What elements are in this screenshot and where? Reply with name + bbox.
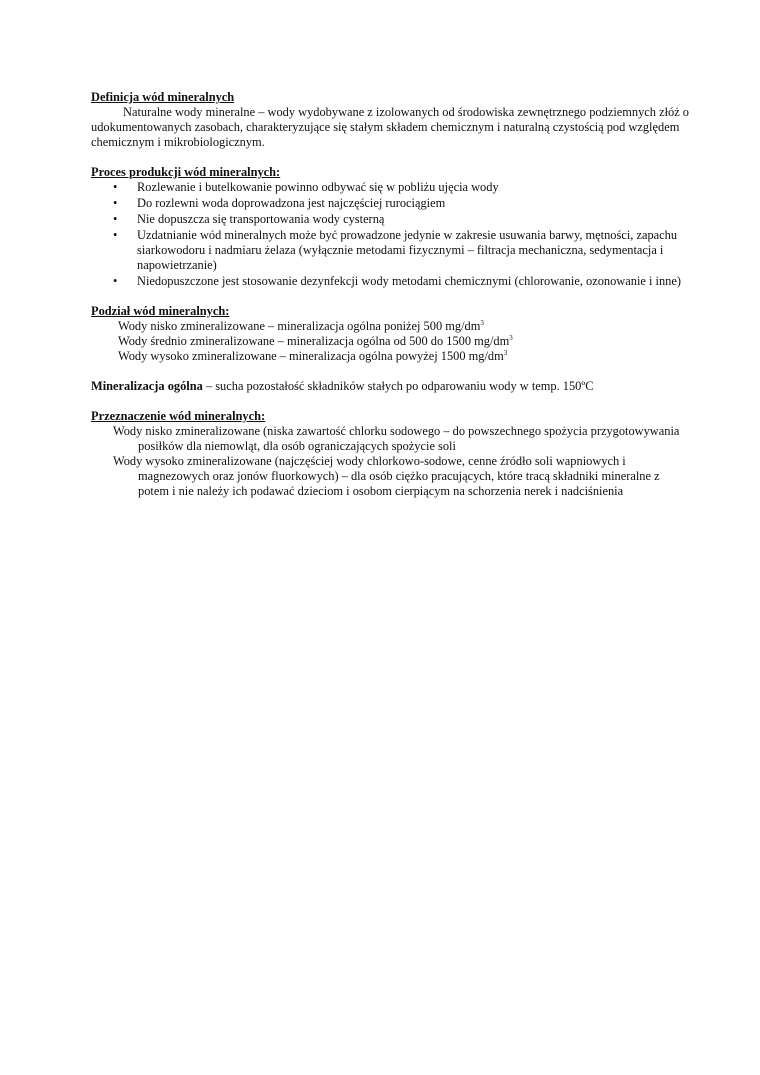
mineralization-text: – sucha pozostałość składników stałych po odparowaniu wody w temp. 150ºC <box>202 379 594 393</box>
bullet-icon: • <box>113 180 118 194</box>
division-item-text: Wody nisko zmineralizowane – mineralizacja ogólna poniżej 500 mg/dm <box>118 319 481 333</box>
definition-heading: Definicja wód mineralnych <box>91 90 235 104</box>
list-item-text: Rozlewanie i butelkowanie powinno odbywać się w pobliżu ujęcia wody <box>137 180 499 194</box>
bullet-icon: • <box>113 228 118 242</box>
production-section <box>91 165 691 289</box>
division-item <box>91 349 691 364</box>
division-section <box>91 304 691 364</box>
purpose-item: Wody nisko zmineralizowane (niska zawartość chlorku sodowego – do powszechnego spożycia przygotowywania posiłków dla niemowląt, dla osób ograniczających spożycie soli <box>113 424 680 453</box>
definition-text: Naturalne wody mineralne – wody wydobywane z izolowanych od środowiska zewnętrznego podziemnych złóż o udokumentowanych zasobach, charakteryzujące się stałym składem chemicznym i naturalną czystością pod względem chemicznym i mikrobiologicznym. <box>91 105 690 149</box>
production-list <box>91 180 691 289</box>
purpose-section <box>91 409 691 499</box>
mineralization-definition <box>91 379 691 394</box>
list-item-text: Do rozlewni woda doprowadzona jest najczęściej rurociągiem <box>137 196 446 210</box>
list-item <box>91 274 691 289</box>
purpose-heading: Przeznaczenie wód mineralnych: <box>91 409 266 423</box>
bullet-icon: • <box>113 274 118 288</box>
list-item <box>91 228 691 273</box>
list-item-text: Niedopuszczone jest stosowanie dezynfekcji wody metodami chemicznymi (chlorowanie, ozonowanie i inne) <box>137 274 681 288</box>
purpose-item: Wody wysoko zmineralizowane (najczęściej wody chlorkowo-sodowe, cenne źródło soli wapniowych i magnezowych oraz jonów fluorkowych) – dla osób ciężko pracujących, które tracą składniki mineralne z potem i nie należy ich podawać dzieciom i osobom cierpiącym na schorzenia nerek i nadciśnienia <box>113 454 660 498</box>
document-page <box>91 90 691 514</box>
mineralization-term: Mineralizacja ogólna <box>91 379 203 393</box>
division-item <box>91 334 691 349</box>
bullet-icon: • <box>113 196 118 210</box>
unit-superscript: 3 <box>503 349 508 357</box>
list-item-text: Nie dopuszcza się transportowania wody cysterną <box>137 212 385 226</box>
list-item <box>91 196 691 211</box>
unit-superscript: 3 <box>480 319 484 327</box>
definition-section <box>91 90 691 150</box>
list-item <box>91 180 691 195</box>
division-item <box>91 319 691 334</box>
bullet-icon: • <box>113 212 118 226</box>
list-item <box>91 212 691 227</box>
division-item-text: Wody wysoko zmineralizowane – mineralizacja ogólna powyżej 1500 mg/dm <box>118 349 504 363</box>
list-item-text: Uzdatnianie wód mineralnych może być prowadzone jedynie w zakresie usuwania barwy, mętności, zapachu siarkowodoru i nadmiaru żelaza (wyłącznie metodami fizycznymi – filtracja mechaniczna, sedymentacja i napowietrzanie) <box>137 228 678 272</box>
production-heading: Proces produkcji wód mineralnych: <box>91 165 281 179</box>
division-item-text: Wody średnio zmineralizowane – mineralizacja ogólna od 500 do 1500 mg/dm <box>118 334 510 348</box>
division-heading: Podział wód mineralnych: <box>91 304 230 318</box>
mineralization-section <box>91 379 691 394</box>
unit-superscript: 3 <box>509 334 513 342</box>
